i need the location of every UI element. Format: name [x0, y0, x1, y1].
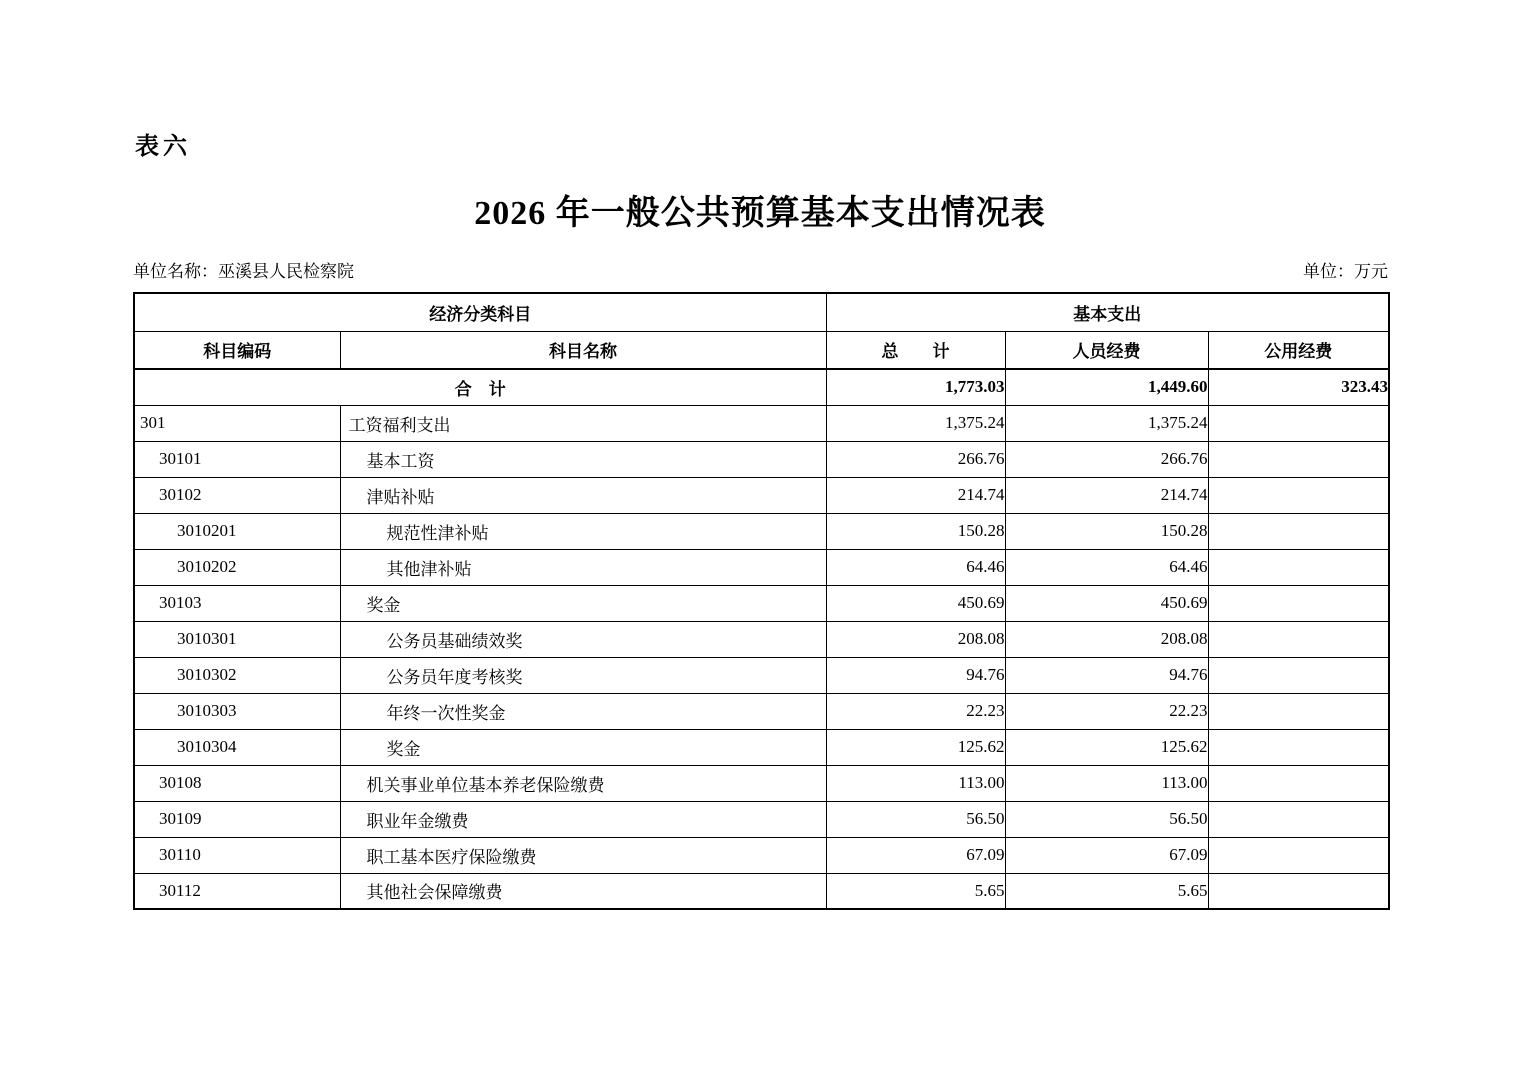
total-cell: 266.76: [826, 441, 1005, 477]
total-cell: 64.46: [826, 549, 1005, 585]
subject-code-cell: 30112: [134, 873, 340, 909]
public-funds-cell: [1208, 549, 1389, 585]
personnel-funds-cell: 1,375.24: [1005, 405, 1208, 441]
personnel-funds-cell: 56.50: [1005, 801, 1208, 837]
subject-code-cell: 3010202: [134, 549, 340, 585]
subject-name-cell: 其他津补贴: [340, 549, 826, 585]
personnel-funds-cell: 67.09: [1005, 837, 1208, 873]
table-row: [134, 441, 1389, 477]
subject-code-cell: 30108: [134, 765, 340, 801]
personnel-funds-cell: 113.00: [1005, 765, 1208, 801]
subject-name-cell: 津贴补贴: [340, 477, 826, 513]
table-row: [134, 657, 1389, 693]
header-total: 总 计: [826, 331, 1005, 369]
public-funds-cell: [1208, 837, 1389, 873]
header-personnel-funds: 人员经费: [1005, 331, 1208, 369]
subject-name-cell: 基本工资: [340, 441, 826, 477]
total-cell: 94.76: [826, 657, 1005, 693]
public-funds-cell: [1208, 873, 1389, 909]
subject-name-cell: 年终一次性奖金: [340, 693, 826, 729]
personnel-funds-cell: 94.76: [1005, 657, 1208, 693]
subject-name-cell: 职工基本医疗保险缴费: [340, 837, 826, 873]
public-funds-cell: [1208, 765, 1389, 801]
subject-code-cell: 301: [134, 405, 340, 441]
total-row: [134, 369, 1389, 405]
subject-name-cell: 机关事业单位基本养老保险缴费: [340, 765, 826, 801]
public-funds-cell: [1208, 405, 1389, 441]
total-cell: 214.74: [826, 477, 1005, 513]
public-funds-cell: [1208, 513, 1389, 549]
unit-of-measure: 单位：万元: [1303, 262, 1388, 281]
public-funds-cell: [1208, 585, 1389, 621]
personnel-funds-cell: 5.65: [1005, 873, 1208, 909]
subject-code-cell: 3010304: [134, 729, 340, 765]
sheet-label: 表六: [135, 133, 191, 160]
header-basic-expenditure: 基本支出: [826, 293, 1389, 331]
personnel-funds-cell: 64.46: [1005, 549, 1208, 585]
header-subject-code: 科目编码: [134, 331, 340, 369]
personnel-funds-cell: 450.69: [1005, 585, 1208, 621]
total-row-total: 1,773.03: [826, 369, 1005, 405]
total-row-public: 323.43: [1208, 369, 1389, 405]
subject-name-cell: 其他社会保障缴费: [340, 873, 826, 909]
total-cell: 1,375.24: [826, 405, 1005, 441]
total-row-personnel: 1,449.60: [1005, 369, 1208, 405]
subject-code-cell: 30101: [134, 441, 340, 477]
public-funds-cell: [1208, 801, 1389, 837]
meta-row: [133, 257, 1388, 282]
subject-code-cell: 3010303: [134, 693, 340, 729]
table-row: [134, 873, 1389, 909]
header-columns-row: [134, 331, 1389, 369]
header-subject-name: 科目名称: [340, 331, 826, 369]
subject-name-cell: 职业年金缴费: [340, 801, 826, 837]
public-funds-cell: [1208, 657, 1389, 693]
subject-name-cell: 公务员基础绩效奖: [340, 621, 826, 657]
table-row: [134, 801, 1389, 837]
table-row: [134, 765, 1389, 801]
public-funds-cell: [1208, 621, 1389, 657]
unit-name: 单位名称：巫溪县人民检察院: [133, 262, 354, 281]
subject-name-cell: 奖金: [340, 729, 826, 765]
total-cell: 22.23: [826, 693, 1005, 729]
personnel-funds-cell: 208.08: [1005, 621, 1208, 657]
total-cell: 113.00: [826, 765, 1005, 801]
total-cell: 125.62: [826, 729, 1005, 765]
total-cell: 5.65: [826, 873, 1005, 909]
budget-table: [133, 292, 1390, 910]
table-row: [134, 585, 1389, 621]
table-row: [134, 549, 1389, 585]
subject-code-cell: 30102: [134, 477, 340, 513]
total-cell: 450.69: [826, 585, 1005, 621]
personnel-funds-cell: 266.76: [1005, 441, 1208, 477]
subject-code-cell: 30103: [134, 585, 340, 621]
public-funds-cell: [1208, 693, 1389, 729]
table-row: [134, 729, 1389, 765]
subject-code-cell: 3010201: [134, 513, 340, 549]
header-group-row: [134, 293, 1389, 331]
table-row: [134, 693, 1389, 729]
subject-name-cell: 规范性津补贴: [340, 513, 826, 549]
personnel-funds-cell: 125.62: [1005, 729, 1208, 765]
table-row: [134, 405, 1389, 441]
personnel-funds-cell: 22.23: [1005, 693, 1208, 729]
header-economic-classification: 经济分类科目: [134, 293, 826, 331]
subject-code-cell: 30109: [134, 801, 340, 837]
total-row-label: 合 计: [134, 369, 826, 405]
total-cell: 67.09: [826, 837, 1005, 873]
personnel-funds-cell: 150.28: [1005, 513, 1208, 549]
total-cell: 208.08: [826, 621, 1005, 657]
table-header: [134, 293, 1389, 369]
page-title: 2026 年一般公共预算基本支出情况表: [474, 195, 1046, 232]
subject-name-cell: 工资福利支出: [340, 405, 826, 441]
header-public-funds: 公用经费: [1208, 331, 1389, 369]
personnel-funds-cell: 214.74: [1005, 477, 1208, 513]
subject-code-cell: 3010302: [134, 657, 340, 693]
table-row: [134, 837, 1389, 873]
public-funds-cell: [1208, 441, 1389, 477]
public-funds-cell: [1208, 477, 1389, 513]
public-funds-cell: [1208, 729, 1389, 765]
total-cell: 150.28: [826, 513, 1005, 549]
subject-name-cell: 奖金: [340, 585, 826, 621]
total-cell: 56.50: [826, 801, 1005, 837]
subject-name-cell: 公务员年度考核奖: [340, 657, 826, 693]
table-row: [134, 513, 1389, 549]
table-row: [134, 621, 1389, 657]
subject-code-cell: 30110: [134, 837, 340, 873]
table-row: [134, 477, 1389, 513]
subject-code-cell: 3010301: [134, 621, 340, 657]
table-body: [134, 369, 1389, 909]
